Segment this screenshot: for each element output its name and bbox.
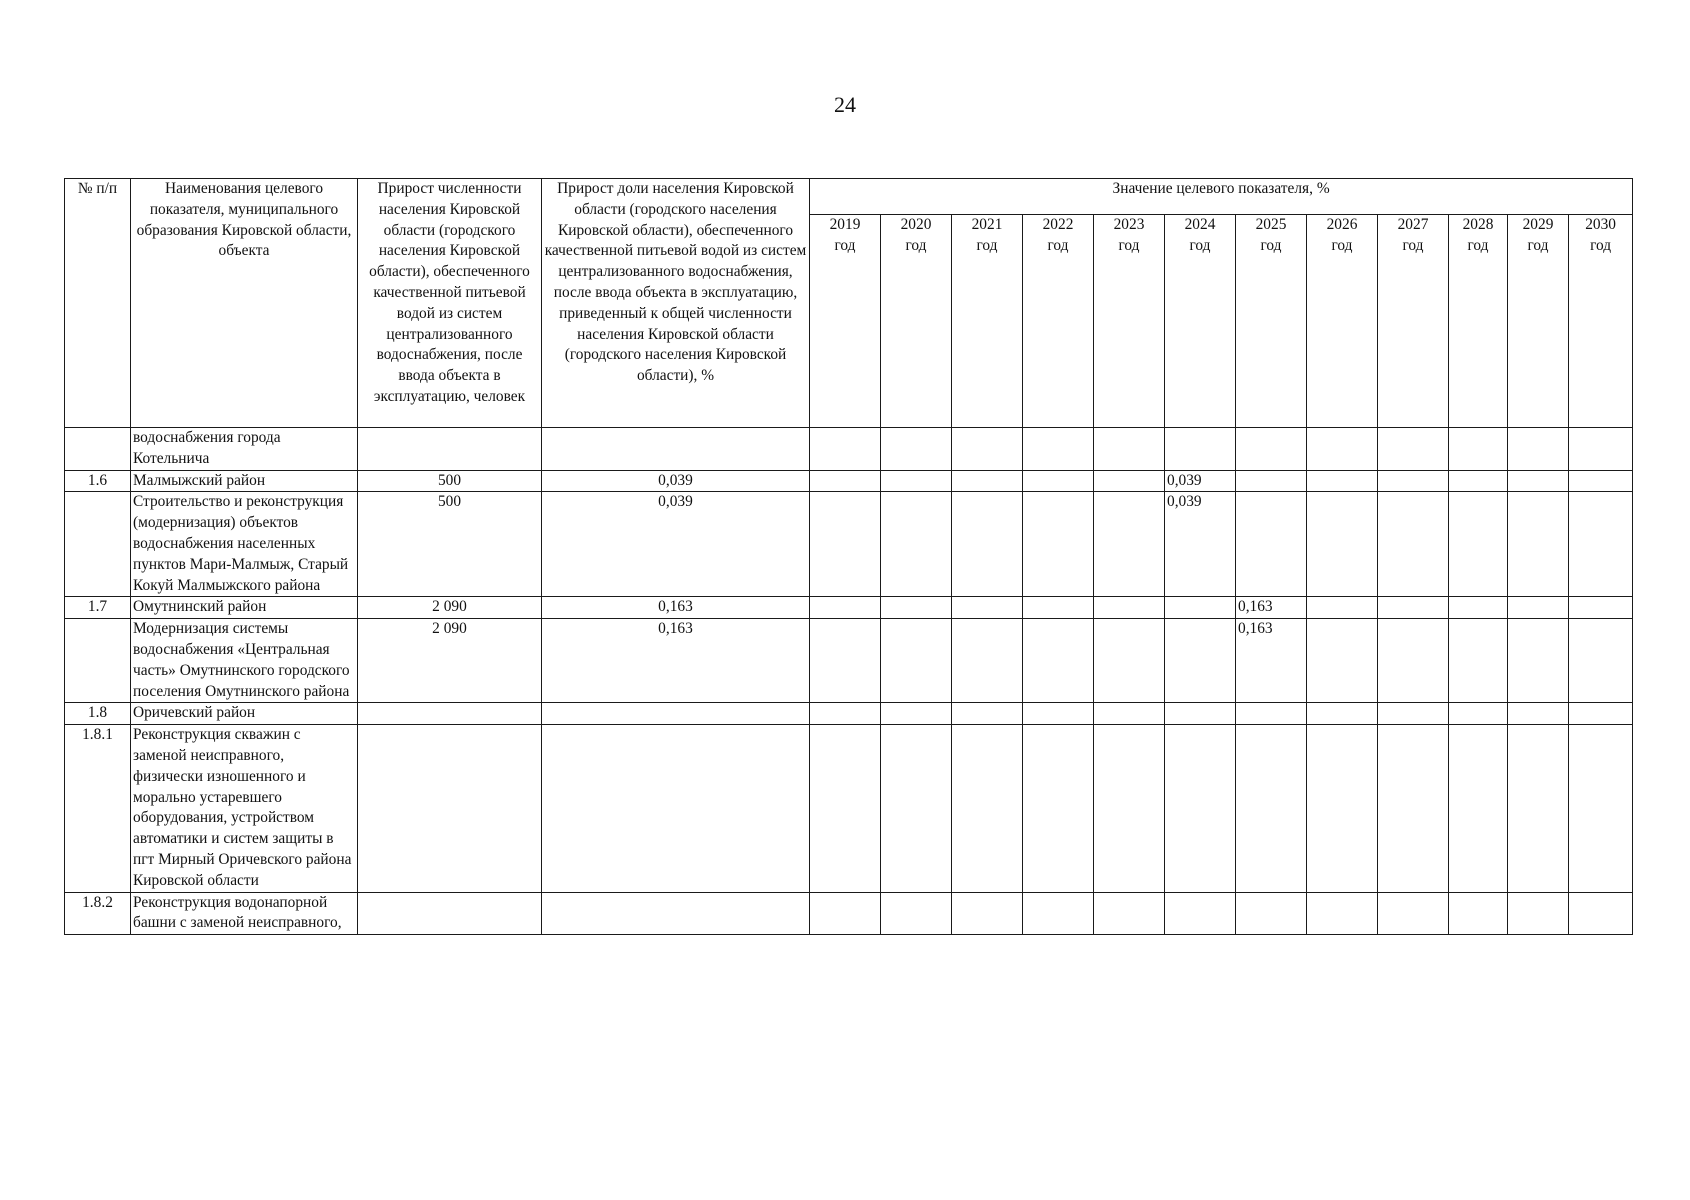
row-year-value-2025 [1236, 892, 1307, 935]
row-population [358, 703, 542, 725]
header-year-2019 [810, 215, 881, 428]
page-number: 24 [834, 92, 856, 117]
row-year-value-2024 [1165, 703, 1236, 725]
header-year-2025 [1236, 215, 1307, 428]
row-year-value-2024: 0,039 [1165, 470, 1236, 492]
header-year-2020 [881, 215, 952, 428]
row-year-value-2027 [1378, 470, 1449, 492]
row-year-value-2025: 0,163 [1236, 597, 1307, 619]
row-name: Оричевский район [131, 703, 358, 725]
header-year-2027 [1378, 215, 1449, 428]
table-body [65, 428, 1633, 935]
header-year-suffix: год [1331, 236, 1353, 254]
row-year-value-2025 [1236, 428, 1307, 471]
row-year-value-2029 [1508, 725, 1569, 892]
row-number [65, 428, 131, 471]
row-year-value-2026 [1307, 703, 1378, 725]
header-year-label: 2022 [1042, 216, 1074, 233]
row-year-value-2023 [1094, 428, 1165, 471]
row-year-value-2030 [1569, 703, 1633, 725]
row-year-value-2028 [1449, 492, 1508, 597]
row-year-value-2022 [1023, 597, 1094, 619]
row-name: Модернизация системы водоснабжения «Центральная часть» Омутнинского городского поселения Омутнинского района [131, 619, 358, 703]
row-year-value-2030 [1569, 619, 1633, 703]
row-year-value-2030 [1569, 428, 1633, 471]
table-row [65, 703, 1633, 725]
row-year-value-2024 [1165, 428, 1236, 471]
row-name: водоснабжения города Котельнича [131, 428, 358, 471]
header-year-label: 2028 [1462, 216, 1494, 233]
row-population [358, 428, 542, 471]
row-year-value-2029 [1508, 703, 1569, 725]
row-share: 0,039 [542, 492, 810, 597]
table-row [65, 470, 1633, 492]
row-year-value-2029 [1508, 892, 1569, 935]
row-number: 1.8 [65, 703, 131, 725]
header-year-label: 2021 [971, 216, 1003, 233]
row-population [358, 892, 542, 935]
row-year-value-2029 [1508, 470, 1569, 492]
row-number: 1.6 [65, 470, 131, 492]
table-row [65, 892, 1633, 935]
row-year-value-2019 [810, 725, 881, 892]
row-share [542, 703, 810, 725]
row-population [358, 725, 542, 892]
header-year-suffix: год [1402, 236, 1424, 254]
header-year-label: 2020 [900, 216, 932, 233]
header-year-suffix: год [905, 236, 927, 254]
header-year-suffix: год [1467, 236, 1489, 254]
row-year-value-2020 [881, 619, 952, 703]
row-year-value-2023 [1094, 892, 1165, 935]
header-year-suffix: год [976, 236, 998, 254]
row-year-value-2021 [952, 492, 1023, 597]
row-number [65, 619, 131, 703]
header-year-2022 [1023, 215, 1094, 428]
row-year-value-2026 [1307, 597, 1378, 619]
row-year-value-2021 [952, 725, 1023, 892]
header-num: № п/п [65, 179, 131, 428]
row-share: 0,163 [542, 619, 810, 703]
header-year-label: 2030 [1585, 216, 1616, 233]
row-year-value-2023 [1094, 619, 1165, 703]
header-year-suffix: год [1590, 236, 1612, 254]
header-year-2029 [1508, 215, 1569, 428]
row-year-value-2027 [1378, 619, 1449, 703]
header-year-suffix: год [1189, 236, 1211, 254]
row-year-value-2019 [810, 492, 881, 597]
row-year-value-2022 [1023, 492, 1094, 597]
row-year-value-2030 [1569, 492, 1633, 597]
target-indicators-table [64, 178, 1633, 935]
row-year-value-2022 [1023, 892, 1094, 935]
row-year-value-2023 [1094, 492, 1165, 597]
row-year-value-2029 [1508, 597, 1569, 619]
row-year-value-2019 [810, 470, 881, 492]
row-year-value-2027 [1378, 428, 1449, 471]
row-year-value-2022 [1023, 703, 1094, 725]
row-year-value-2022 [1023, 725, 1094, 892]
row-year-value-2024 [1165, 619, 1236, 703]
row-year-value-2019 [810, 892, 881, 935]
row-year-value-2025 [1236, 492, 1307, 597]
header-year-suffix: год [1047, 236, 1069, 254]
header-year-2024 [1165, 215, 1236, 428]
row-year-value-2023 [1094, 597, 1165, 619]
row-year-value-2028 [1449, 428, 1508, 471]
header-name: Наименования целевого показателя, муниципального образования Кировской области, объекта [131, 179, 358, 428]
row-population: 500 [358, 470, 542, 492]
row-year-value-2023 [1094, 703, 1165, 725]
row-year-value-2022 [1023, 619, 1094, 703]
row-year-value-2028 [1449, 892, 1508, 935]
row-number: 1.8.1 [65, 725, 131, 892]
row-name: Реконструкция водонапорной башни с заменой неисправного, [131, 892, 358, 935]
table-row [65, 428, 1633, 471]
header-year-suffix: год [1527, 236, 1549, 254]
row-year-value-2021 [952, 428, 1023, 471]
row-year-value-2019 [810, 597, 881, 619]
header-share: Прирост доли населения Кировской области (городского населения Кировской области), обеспеченного качественной питьевой водой из систем централизованного водоснабжения, после ввода объекта в эксплуатацию, приведенный к общей численности населения Кировской области (городского населения Кировской области), % [542, 179, 810, 428]
row-year-value-2019 [810, 703, 881, 725]
row-year-value-2026 [1307, 892, 1378, 935]
row-year-value-2029 [1508, 492, 1569, 597]
header-year-label: 2025 [1255, 216, 1287, 233]
row-share: 0,039 [542, 470, 810, 492]
row-year-value-2020 [881, 725, 952, 892]
row-year-value-2025 [1236, 470, 1307, 492]
row-year-value-2027 [1378, 597, 1449, 619]
row-year-value-2021 [952, 703, 1023, 725]
header-year-2028 [1449, 215, 1508, 428]
header-year-2030 [1569, 215, 1633, 428]
row-year-value-2019 [810, 428, 881, 471]
row-year-value-2028 [1449, 703, 1508, 725]
row-year-value-2023 [1094, 470, 1165, 492]
row-year-value-2026 [1307, 492, 1378, 597]
row-year-value-2026 [1307, 470, 1378, 492]
row-year-value-2026 [1307, 428, 1378, 471]
header-year-label: 2019 [829, 216, 861, 233]
row-number: 1.7 [65, 597, 131, 619]
row-year-value-2020 [881, 703, 952, 725]
row-population: 2 090 [358, 597, 542, 619]
row-year-value-2030 [1569, 725, 1633, 892]
row-year-value-2020 [881, 470, 952, 492]
row-share [542, 428, 810, 471]
table-row [65, 492, 1633, 597]
row-year-value-2025: 0,163 [1236, 619, 1307, 703]
row-year-value-2030 [1569, 892, 1633, 935]
header-year-label: 2026 [1326, 216, 1358, 233]
row-number [65, 492, 131, 597]
row-year-value-2028 [1449, 619, 1508, 703]
table-row [65, 597, 1633, 619]
row-year-value-2020 [881, 428, 952, 471]
row-year-value-2025 [1236, 725, 1307, 892]
row-population: 2 090 [358, 619, 542, 703]
header-year-2021 [952, 215, 1023, 428]
row-name: Омутнинский район [131, 597, 358, 619]
header-year-label: 2027 [1397, 216, 1429, 233]
row-share [542, 892, 810, 935]
row-year-value-2021 [952, 470, 1023, 492]
row-year-value-2020 [881, 492, 952, 597]
row-year-value-2024 [1165, 725, 1236, 892]
row-year-value-2027 [1378, 892, 1449, 935]
row-year-value-2021 [952, 892, 1023, 935]
row-year-value-2029 [1508, 428, 1569, 471]
header-year-label: 2029 [1522, 216, 1554, 233]
row-year-value-2021 [952, 619, 1023, 703]
row-name: Строительство и реконструкция (модернизация) объектов водоснабжения населенных пунктов Мари-Малмыж, Старый Кокуй Малмыжского района [131, 492, 358, 597]
row-year-value-2027 [1378, 492, 1449, 597]
header-year-suffix: год [1118, 236, 1140, 254]
row-name: Малмыжский район [131, 470, 358, 492]
header-year-label: 2023 [1113, 216, 1145, 233]
row-population: 500 [358, 492, 542, 597]
row-year-value-2025 [1236, 703, 1307, 725]
row-year-value-2024 [1165, 892, 1236, 935]
row-year-value-2020 [881, 892, 952, 935]
row-year-value-2020 [881, 597, 952, 619]
row-year-value-2023 [1094, 725, 1165, 892]
row-year-value-2022 [1023, 428, 1094, 471]
row-year-value-2024: 0,039 [1165, 492, 1236, 597]
row-year-value-2030 [1569, 597, 1633, 619]
row-share [542, 725, 810, 892]
header-year-label: 2024 [1184, 216, 1216, 233]
header-year-2023 [1094, 215, 1165, 428]
row-year-value-2026 [1307, 725, 1378, 892]
header-target-value: Значение целевого показателя, % [810, 179, 1633, 215]
row-year-value-2028 [1449, 597, 1508, 619]
row-year-value-2027 [1378, 725, 1449, 892]
row-year-value-2021 [952, 597, 1023, 619]
row-year-value-2028 [1449, 725, 1508, 892]
row-share: 0,163 [542, 597, 810, 619]
header-year-suffix: год [1260, 236, 1282, 254]
row-year-value-2026 [1307, 619, 1378, 703]
row-year-value-2027 [1378, 703, 1449, 725]
row-year-value-2029 [1508, 619, 1569, 703]
row-year-value-2022 [1023, 470, 1094, 492]
row-number: 1.8.2 [65, 892, 131, 935]
row-year-value-2030 [1569, 470, 1633, 492]
row-name: Реконструкция скважин с заменой неисправного, физически изношенного и морально устаревшего оборудования, устройством автоматики и систем защиты в пгт Мирный Оричевского района Кировской области [131, 725, 358, 892]
table-row [65, 619, 1633, 703]
header-population: Прирост численности населения Кировской области (городского населения Кировской области), обеспеченного качественной питьевой водой из систем централизованного водоснабжения, после ввода объекта в эксплуатацию, человек [358, 179, 542, 428]
table-row [65, 725, 1633, 892]
row-year-value-2028 [1449, 470, 1508, 492]
row-year-value-2024 [1165, 597, 1236, 619]
header-year-2026 [1307, 215, 1378, 428]
row-year-value-2019 [810, 619, 881, 703]
header-year-suffix: год [834, 236, 856, 254]
